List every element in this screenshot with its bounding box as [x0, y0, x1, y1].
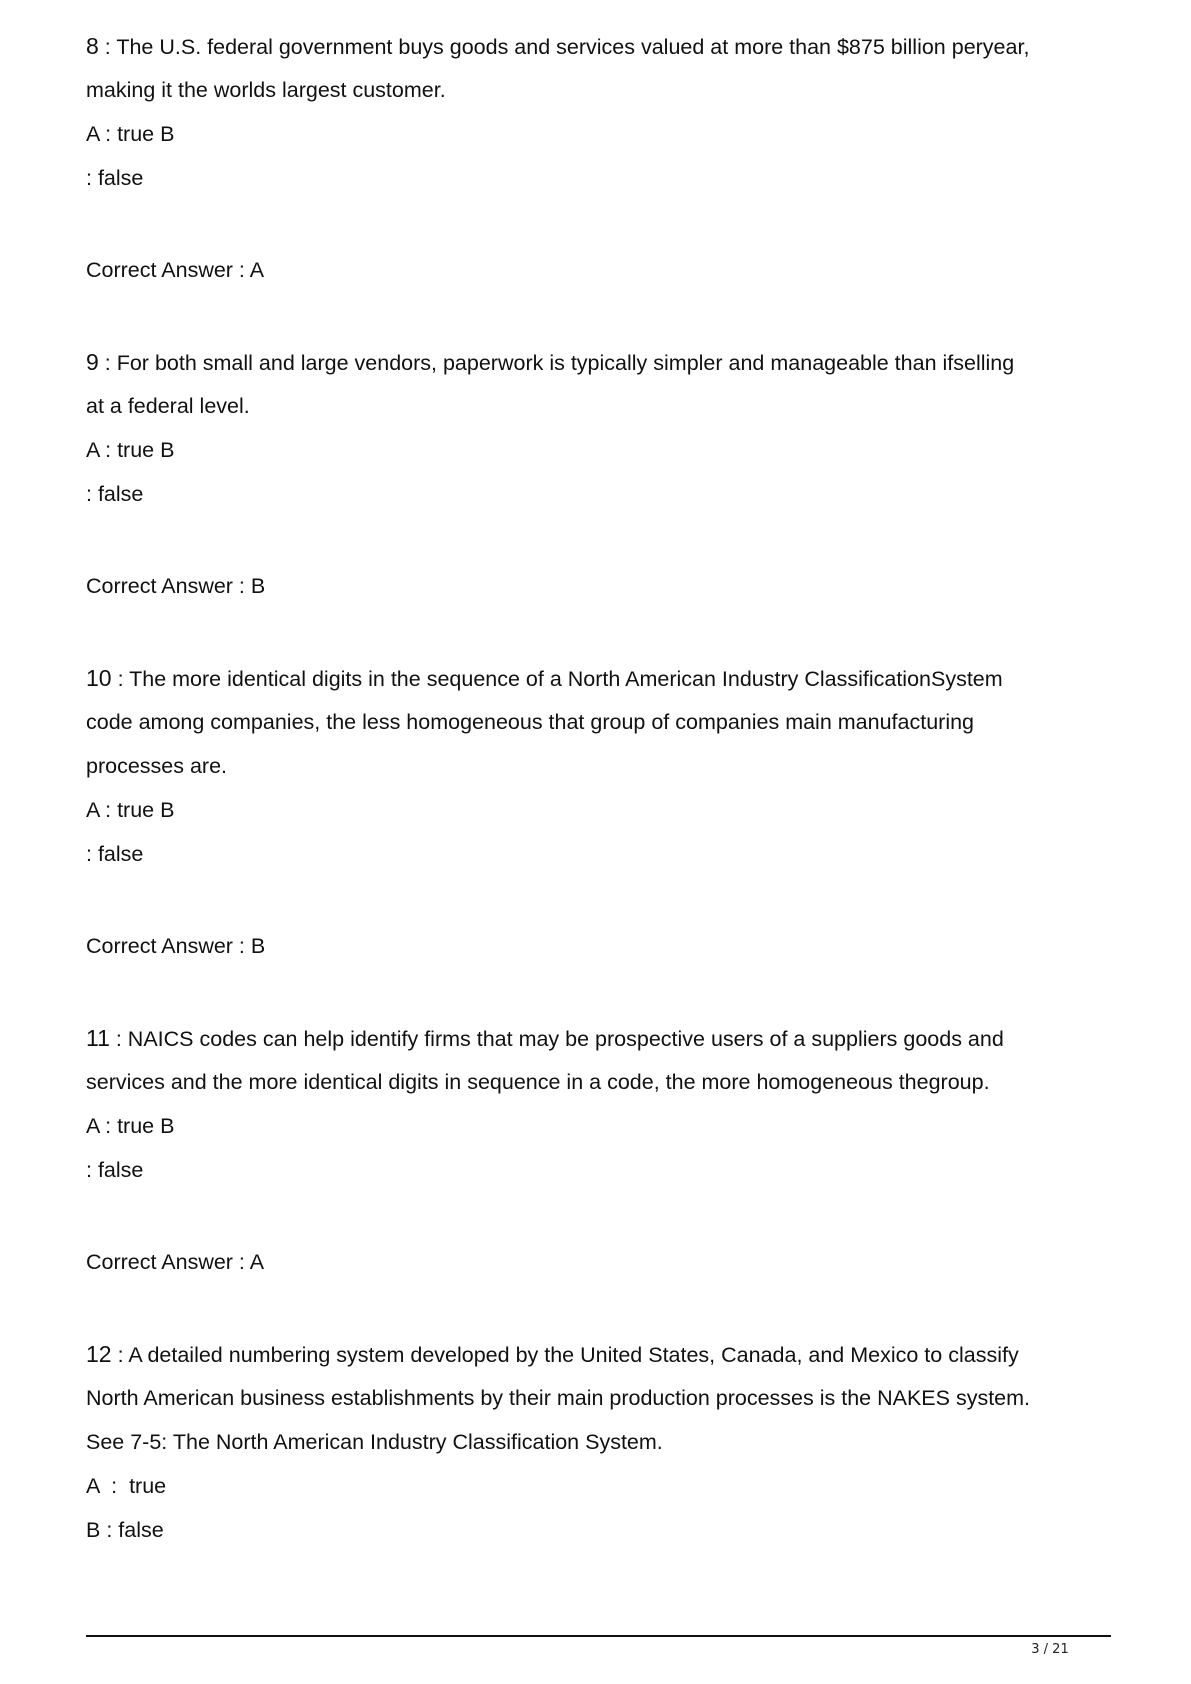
option-line: : false — [86, 842, 144, 866]
question-8 — [86, 24, 1086, 340]
option-line: B : false — [86, 1518, 164, 1542]
question-12 — [86, 1332, 1086, 1552]
question-9 — [86, 340, 1086, 656]
question-text-line: See 7-5: The North American Industry Classification System. — [86, 1430, 663, 1454]
question-text-line: code among companies, the less homogeneous that group of companies main manufacturing — [86, 710, 975, 734]
question-text-line: making it the worlds largest customer. — [86, 78, 446, 102]
option-line: A : true B — [86, 438, 175, 462]
question-text: : The U.S. federal government buys goods and services valued at more than $875 billion peryear, — [98, 35, 1030, 59]
question-text-line: North American business establishments by their main production processes is the NAKES system. — [86, 1386, 1031, 1410]
question-text-line — [86, 1016, 1086, 1060]
question-number: 12 — [86, 1341, 112, 1367]
question-number: 8 — [86, 33, 99, 59]
option-line: : false — [86, 482, 144, 506]
question-text: : The more identical digits in the sequence of a North American Industry ClassificationSystem — [111, 667, 1003, 691]
question-separator — [86, 292, 1086, 340]
correct-answer: Correct Answer : B — [86, 574, 266, 598]
question-number: 9 — [86, 349, 99, 375]
correct-answer: Correct Answer : B — [86, 934, 266, 958]
question-text-line: at a federal level. — [86, 394, 250, 418]
question-text: : A detailed numbering system developed by the United States, Canada, and Mexico to classify — [111, 1343, 1019, 1367]
question-text-line — [86, 1332, 1086, 1376]
question-text: : For both small and large vendors, paperwork is typically simpler and manageable than ifselling — [98, 351, 1015, 375]
option-line: A : true B — [86, 798, 175, 822]
footer-divider — [86, 1635, 1111, 1637]
question-separator — [86, 1284, 1086, 1332]
question-text-line — [86, 656, 1086, 700]
question-text: : NAICS codes can help identify firms that may be prospective users of a suppliers goods and — [109, 1027, 1004, 1051]
option-line: : false — [86, 166, 144, 190]
question-11 — [86, 1016, 1086, 1332]
question-10 — [86, 656, 1086, 1016]
question-number: 10 — [86, 665, 112, 691]
correct-answer: Correct Answer : A — [86, 258, 265, 282]
question-separator — [86, 968, 1086, 1016]
question-separator — [86, 608, 1086, 656]
question-list — [86, 24, 1086, 1552]
question-text-line — [86, 340, 1086, 384]
option-line: A : true — [86, 1474, 167, 1498]
question-text-line: processes are. — [86, 754, 228, 778]
option-line: : false — [86, 1158, 144, 1182]
option-line: A : true B — [86, 122, 175, 146]
page-number: 3 / 21 — [1031, 1642, 1069, 1657]
question-text-line: services and the more identical digits in sequence in a code, the more homogeneous thegroup. — [86, 1070, 990, 1094]
question-number: 11 — [86, 1025, 110, 1051]
correct-answer: Correct Answer : A — [86, 1250, 265, 1274]
question-text-line — [86, 24, 1086, 68]
option-line: A : true B — [86, 1114, 175, 1138]
